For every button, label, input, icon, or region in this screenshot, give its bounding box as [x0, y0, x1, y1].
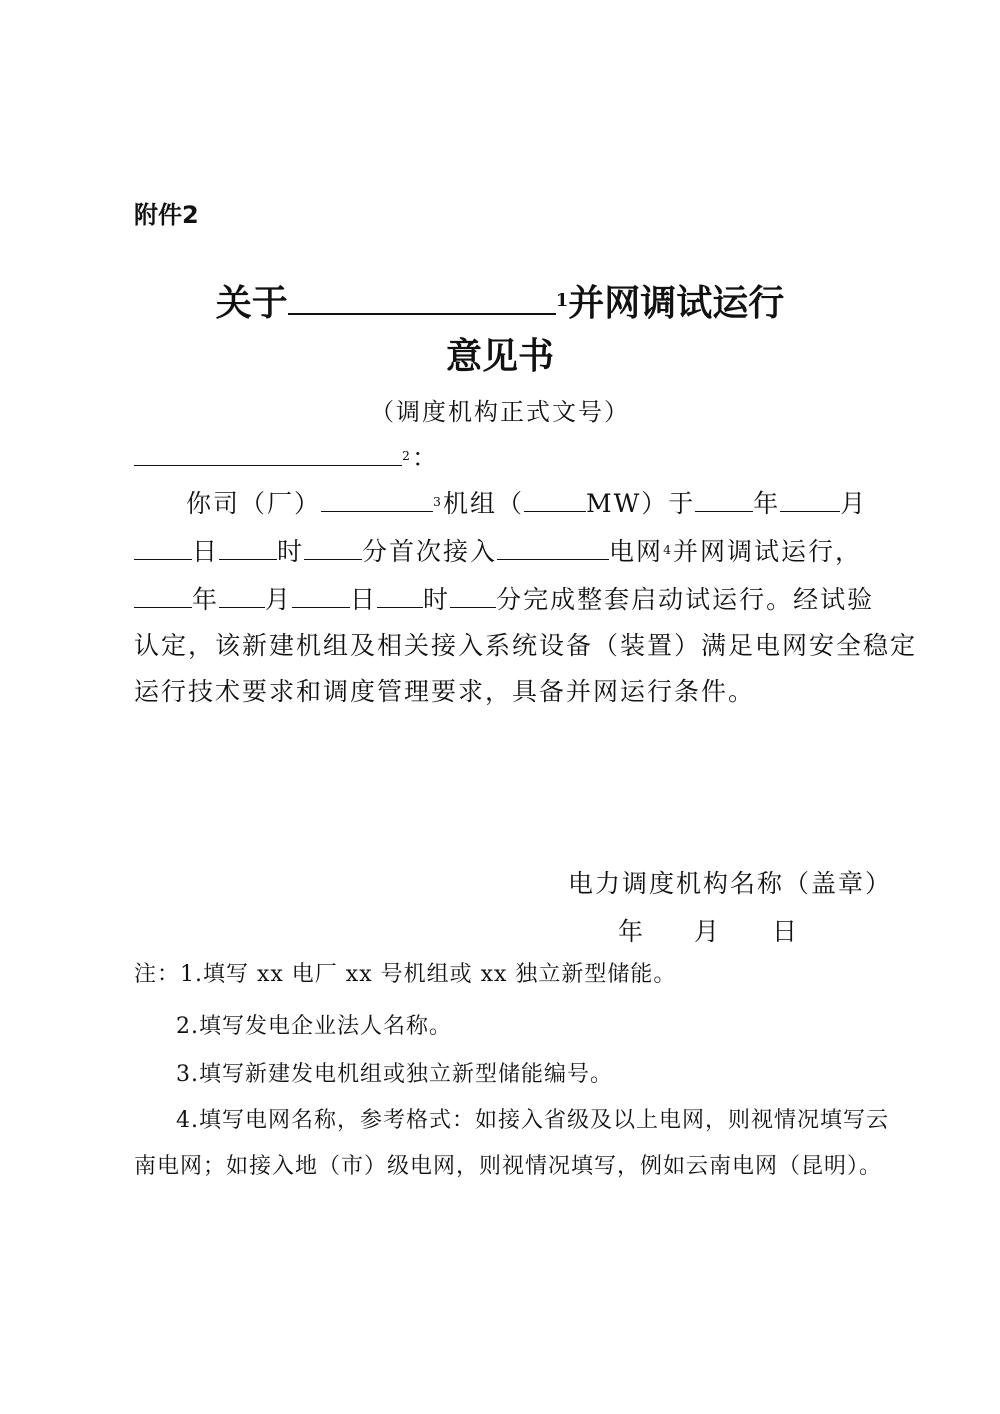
note-3: 3.填写新建发电机组或独立新型储能编号。 — [176, 1062, 613, 1087]
body-text: 月 — [840, 489, 868, 518]
body-text: 机组（ — [442, 489, 524, 518]
body-text: 日 — [350, 585, 378, 614]
signature-date-year: 年 — [618, 917, 646, 946]
body-text: 你司（厂） — [186, 489, 322, 518]
signature-date-day: 日 — [772, 917, 800, 946]
body-text: 并网调试运行， — [673, 537, 863, 566]
grid-blank-field[interactable] — [497, 535, 609, 560]
completion-hour-blank-field[interactable] — [377, 583, 423, 608]
body-text: 年 — [192, 585, 220, 614]
title-prefix: 关于 — [215, 282, 288, 324]
footnote-marker-1: 1 — [555, 290, 569, 311]
title-blank-field[interactable] — [288, 283, 556, 315]
day-blank-field[interactable] — [134, 535, 192, 560]
body-line-2 — [134, 534, 862, 570]
minute-blank-field[interactable] — [304, 535, 362, 560]
completion-month-blank-field[interactable] — [219, 583, 265, 608]
footnote-marker-2: 2 — [402, 448, 412, 463]
body-text: MW）于 — [585, 489, 696, 518]
note-1: 注：1.填写 xx 电厂 xx 号机组或 xx 独立新型储能。 — [134, 962, 677, 987]
month-blank-field[interactable] — [780, 487, 840, 512]
footnote-marker-3: 3 — [433, 494, 443, 509]
note-2: 2.填写发电企业法人名称。 — [176, 1014, 452, 1039]
body-line-1 — [186, 486, 867, 522]
body-text: 年 — [753, 489, 781, 518]
document-title-line2: 意见书 — [445, 335, 554, 377]
body-line-5: 运行技术要求和调度管理要求，具备并网运行条件。 — [134, 677, 756, 706]
title-suffix: 并网调试运行 — [568, 282, 785, 324]
dispatch-document-number: （调度机构正式文号） — [370, 398, 630, 426]
year-blank-field[interactable] — [695, 487, 753, 512]
signature-date-month: 月 — [694, 917, 722, 946]
capacity-blank-field[interactable] — [524, 487, 586, 512]
attachment-label: 附件2 — [134, 201, 199, 229]
signature-organization: 电力调度机构名称（盖章） — [568, 869, 893, 898]
company-blank-field[interactable] — [321, 487, 433, 512]
body-text: 分完成整套启动试运行。经试验 — [496, 585, 875, 614]
body-text: 日 — [192, 537, 220, 566]
footnote-marker-4: 4 — [663, 542, 674, 557]
addressee-colon: ： — [411, 443, 439, 472]
body-text: 电网 — [609, 537, 664, 566]
completion-minute-blank-field[interactable] — [450, 583, 496, 608]
body-text: 时 — [423, 585, 451, 614]
addressee-blank-field[interactable] — [134, 441, 402, 466]
document-title-line1 — [0, 280, 1000, 326]
hour-blank-field[interactable] — [219, 535, 277, 560]
completion-year-blank-field[interactable] — [134, 583, 192, 608]
addressee-line — [134, 440, 439, 476]
body-text: 分首次接入 — [362, 537, 498, 566]
completion-day-blank-field[interactable] — [292, 583, 350, 608]
body-text: 月 — [265, 585, 293, 614]
body-line-3 — [134, 582, 874, 618]
body-text: 时 — [277, 537, 305, 566]
note-4-line-1: 4.填写电网名称，参考格式：如接入省级及以上电网，则视情况填写云 — [176, 1108, 889, 1133]
note-4-line-2: 南电网；如接入地（市）级电网，则视情况填写，例如云南电网（昆明）。 — [134, 1154, 883, 1179]
body-line-4: 认定，该新建机组及相关接入系统设备（装置）满足电网安全稳定 — [134, 631, 918, 660]
